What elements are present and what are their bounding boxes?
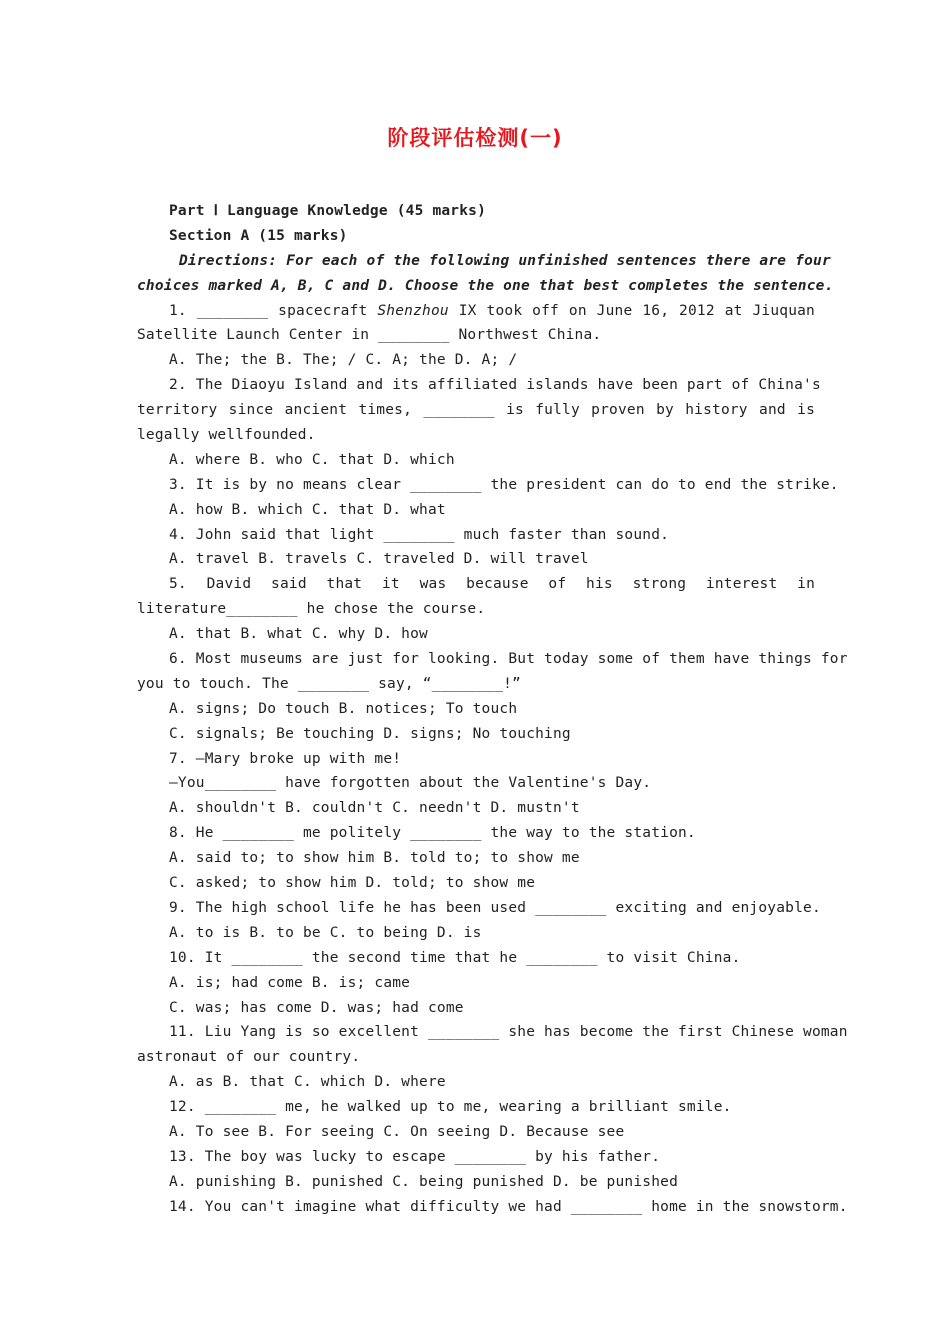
question-5-stem-cont: literature________ he chose the course. [137, 601, 486, 618]
question-2-stem-cont: legally wellfounded. [137, 427, 316, 444]
question-11-stem-cont: astronaut of our country. [137, 1049, 361, 1066]
question-8-options: A. said to; to show him B. told to; to show me [169, 850, 580, 867]
question-2-options: A. where B. who C. that D. which [169, 451, 455, 468]
question-11-stem: 11. Liu Yang is so excellent ________ she has become the first Chinese woman [169, 1024, 848, 1041]
page-title: 阶段评估检测(一) [387, 126, 563, 150]
question-9-options: A. to is B. to be C. to being D. is [169, 924, 482, 941]
question-10-options: A. is; had come B. is; came [169, 974, 411, 991]
question-3-options: A. how B. which C. that D. what [169, 501, 446, 518]
question-2-stem: 2. The Diaoyu Island and its affiliated islands have been part of China's [169, 377, 821, 394]
question-4-options: A. travel B. travels C. traveled D. will travel [169, 551, 589, 568]
question-9-stem: 9. The high school life he has been used ________ exciting and enjoyable. [169, 899, 821, 916]
document-body [137, 199, 848, 1220]
question-3-stem: 3. It is by no means clear ________ the president can do to end the strike. [169, 476, 839, 493]
question-text: IX took off on June 16, 2012 at Jiuquan [448, 302, 815, 319]
question-8-stem: 8. He ________ me politely ________ the way to the station. [169, 825, 696, 842]
question-6-stem-cont: you to touch. The ________ say, “________!” [137, 675, 521, 692]
question-text-italic: Shenzhou [377, 302, 449, 319]
question-1-options: A. The; the B. The; / C. A; the D. A; / [169, 352, 518, 369]
question-7-stem: 7. —Mary broke up with me! [169, 750, 402, 767]
question-14-stem: 14. You can't imagine what difficulty we had ________ home in the snowstorm. [169, 1198, 848, 1215]
question-1-stem-cont: Satellite Launch Center in ________ Northwest China. [137, 327, 602, 344]
question-10-stem: 10. It ________ the second time that he ________ to visit China. [169, 949, 741, 966]
question-7-stem-cont: —You________ have forgotten about the Valentine's Day. [169, 775, 652, 792]
question-8-options: C. asked; to show him D. told; to show me [169, 875, 536, 892]
question-7-options: A. shouldn't B. couldn't C. needn't D. mustn't [169, 800, 580, 817]
question-1-stem [137, 299, 815, 324]
question-12-stem: 12. ________ me, he walked up to me, wearing a brilliant smile. [169, 1099, 732, 1116]
part-heading: Part Ⅰ Language Knowledge (45 marks) [169, 203, 487, 219]
question-13-options: A. punishing B. punished C. being punished D. be punished [169, 1173, 678, 1190]
question-13-stem: 13. The boy was lucky to escape ________ by his father. [169, 1148, 661, 1165]
question-6-options: A. signs; Do touch B. notices; To touch [169, 700, 518, 717]
question-text: 1. ________ spacecraft [169, 302, 378, 319]
directions-line: Directions: For each of the following unfinished sentences there are four [179, 252, 831, 269]
question-6-stem: 6. Most museums are just for looking. But today some of them have things for [169, 651, 848, 668]
section-heading: Section A (15 marks) [169, 227, 348, 244]
question-5-options: A. that B. what C. why D. how [169, 626, 428, 643]
question-10-options: C. was; has come D. was; had come [169, 999, 464, 1016]
question-11-options: A. as B. that C. which D. where [169, 1074, 446, 1091]
question-5-stem: 5. David said that it was because of his strong interest in [169, 576, 815, 593]
question-12-options: A. To see B. For seeing C. On seeing D. Because see [169, 1123, 625, 1140]
question-2-stem-cont: territory since ancient times, ________ is fully proven by history and is [137, 402, 815, 419]
directions-line: choices marked A, B, C and D. Choose the one that best completes the sentence. [137, 277, 834, 294]
question-6-options: C. signals; Be touching D. signs; No touching [169, 725, 571, 742]
question-4-stem: 4. John said that light ________ much faster than sound. [169, 526, 670, 543]
